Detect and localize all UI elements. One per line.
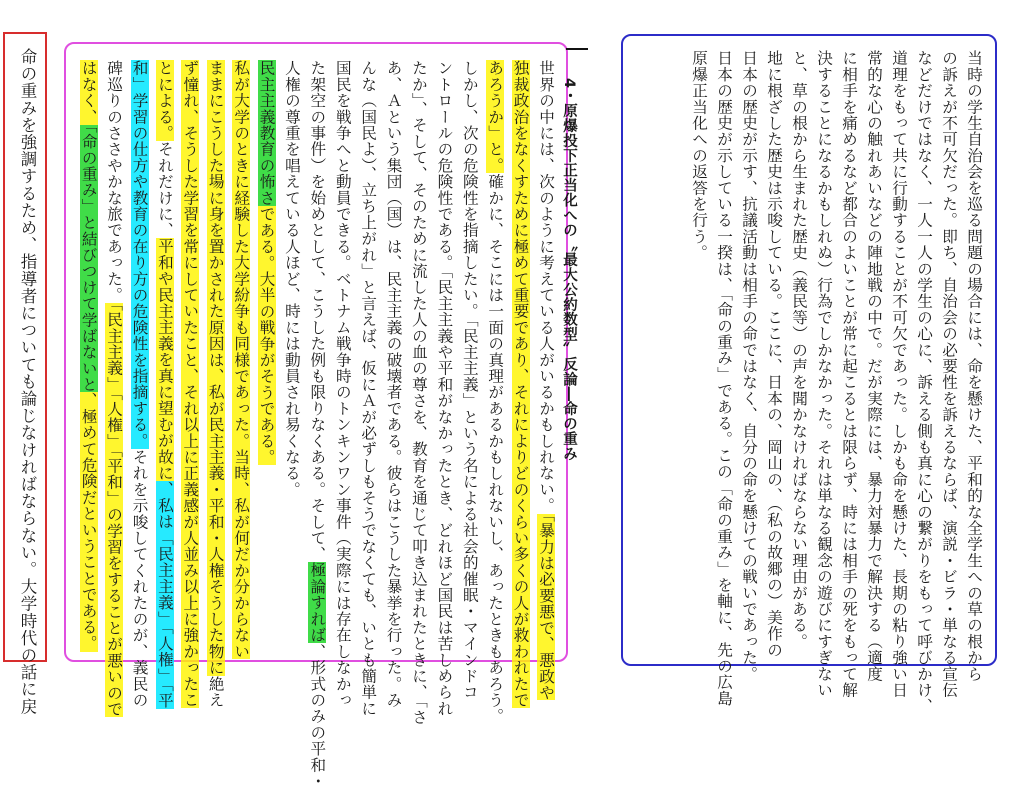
text-line: 道理をもって共に行動することが不可欠であった。しかも命を懸けた、長期の粘り強い日 bbox=[890, 50, 908, 698]
yellow-highlight: 、極めて危険だということである。 bbox=[79, 392, 98, 652]
text-segment: 世界の中には、次のように考えている人がいるかもしれない。 bbox=[537, 60, 555, 514]
text-line bbox=[406, 60, 431, 725]
text-line: 常的な心の触れあいなどの陣地戦の中で。だが実際には、暴力対暴力で解決する（適度 bbox=[865, 50, 883, 682]
cyan-highlight: 和」学習の仕方や教育の在り方の危険性を指摘する。 bbox=[130, 60, 149, 449]
text-line bbox=[228, 60, 253, 660]
text-segment: た架空の事件）を始めとして、こうした例も限りなくある。そして、 bbox=[308, 60, 327, 563]
text-segment: たか」、そして、そのために流した人の血の尊さを、教育を通じて叩き込まれたときに、「さ bbox=[409, 60, 428, 725]
text-line bbox=[101, 60, 126, 717]
text-line bbox=[329, 60, 354, 708]
yellow-highlight: とによる。 bbox=[155, 60, 174, 141]
text-segment: ントロールの危険性である。「民主主義や平和がなかったとき、どれほど国民は苦しめられ bbox=[435, 60, 454, 717]
text-segment: んな（国民よ）、立ち上がれ」と言えば、仮にＡが必ずしもそうでなくても、いとも簡単に bbox=[359, 60, 378, 717]
text-segment: しかし、次の危険性を指摘したい。「民主主義」という名による社会的催眠・マインドコ bbox=[460, 60, 479, 701]
text-line bbox=[355, 60, 380, 717]
text-line bbox=[152, 60, 177, 709]
yellow-highlight: 私が大学のときに経験した大学紛争も同様であった。当時、私が何だか分からない bbox=[232, 60, 251, 660]
text-line bbox=[202, 60, 227, 709]
text-line bbox=[482, 60, 507, 725]
text-line: 日本の歴史が示している一揆は、「命の重み」である。この「命の重み」を軸に、先の広島 bbox=[715, 50, 733, 707]
text-line bbox=[253, 60, 278, 650]
text-line bbox=[279, 60, 304, 650]
green-highlight: 民主主義教育の怖さ bbox=[257, 60, 276, 206]
text-line bbox=[456, 60, 481, 701]
yellow-highlight: ず憧れ、そうした学習を常にしていたこと、それ以上に正義感が人並み以上に強かったこ bbox=[181, 60, 200, 708]
left-column-text: 命の重みを強調するため、指導者についても論じなければならない。大学時代の話に戻 bbox=[18, 48, 37, 715]
yellow-highlight: 「民主主義」「人権」「平和」の学習をすることが悪いので bbox=[105, 303, 124, 717]
yellow-highlight: 「暴力は必要悪で、悪政や bbox=[537, 513, 555, 701]
text-line bbox=[431, 60, 456, 717]
text-line: に相手を痛めるなど都合のよいことが常に起こるとは限らず、時には相手の死をもって解 bbox=[840, 50, 858, 698]
text-line bbox=[507, 60, 532, 708]
text-line bbox=[380, 60, 405, 708]
text-line: 日本の歴史が示す、抗議活動は相手の命ではなく、自分の命を懸けての戦いであった。 bbox=[740, 50, 758, 682]
text-segment: それを示唆してくれたのが、義民の bbox=[130, 448, 149, 709]
cyan-highlight: 、私は「民主主義」「人権」「平 bbox=[155, 481, 174, 709]
text-segment: あ、Ａという集団（国）は、民主主義の破壊者である。彼らはこうした暴挙を行った。み bbox=[384, 60, 403, 708]
text-line: などだけではなく、一人一人の学生の心に、訴える側も真に心の繋がりをもって呼びかけ、 bbox=[915, 50, 933, 715]
text-segment: 、形式のみの平和・ bbox=[308, 643, 327, 789]
green-highlight: 極論すれば bbox=[308, 562, 327, 644]
text-line: 原爆正当化への返答を行う。 bbox=[690, 50, 708, 261]
text-line bbox=[177, 60, 202, 708]
text-segment: 碑巡りのささやかな旅であった。 bbox=[105, 60, 124, 303]
green-highlight: 「命の重み」と結びつけて学ばないと bbox=[79, 124, 98, 393]
text-line bbox=[75, 60, 100, 650]
yellow-highlight: はなく、 bbox=[79, 60, 98, 125]
text-line bbox=[304, 60, 329, 789]
text-line: と、草の根から生まれた歴史（義民等）の声を聞かなければならない理由がある。 bbox=[790, 50, 808, 650]
yellow-highlight: 独裁政治をなくすために極めて重要であり、それによりどのくらい多くの人が救われたで bbox=[511, 60, 530, 708]
center-column-text bbox=[74, 60, 558, 789]
text-line: 地に根ざした歴史は示唆している。ここに、日本の、岡山の、（私の故郷の）美作の bbox=[765, 50, 783, 658]
text-segment: 絶え bbox=[206, 675, 225, 709]
text-segment: 人権の尊重を唱えている人ほど、時には動員され易くなる。 bbox=[282, 60, 301, 498]
yellow-highlight: 平和や民主主義を真に望むが故に bbox=[155, 238, 174, 482]
text-line: 決することになるかもしれぬ）行為でしかなかった。それは単なる観念の遊びにすぎない bbox=[815, 50, 833, 698]
text-line bbox=[126, 60, 151, 709]
text-segment: 確かに、そこには一面の真理があるかもしれないし、あったときもあろう。 bbox=[486, 173, 505, 725]
right-column-text bbox=[640, 50, 986, 715]
text-segment: それだけに、 bbox=[155, 141, 174, 239]
text-segment: 国民を戦争へと動員できる。ベトナム戦争時のトンキンワン事件（実際には存在しなかっ bbox=[333, 60, 352, 708]
yellow-highlight: である。大半の戦争がそうである。 bbox=[257, 205, 276, 466]
text-line: 当時の学生自治会を巡る問題の場合には、命を懸けた、平和的な全学生への草の根から bbox=[965, 50, 983, 682]
text-line: の訴えが不可欠だった。即ち、自治会の必要性を訴えるならば、演説・ビラ・単なる宣伝 bbox=[940, 50, 958, 698]
yellow-highlight: ままにこうした場に身を置かされた原因は、私が民主主義・平和・人権そうした物に bbox=[206, 60, 225, 676]
title-rule bbox=[566, 48, 588, 50]
text-line bbox=[533, 60, 558, 701]
yellow-highlight: あろうか」と。 bbox=[486, 60, 505, 174]
section-title: 4・原爆投下正当化への〝最大公約数型〟反論―命の重み bbox=[561, 78, 577, 461]
